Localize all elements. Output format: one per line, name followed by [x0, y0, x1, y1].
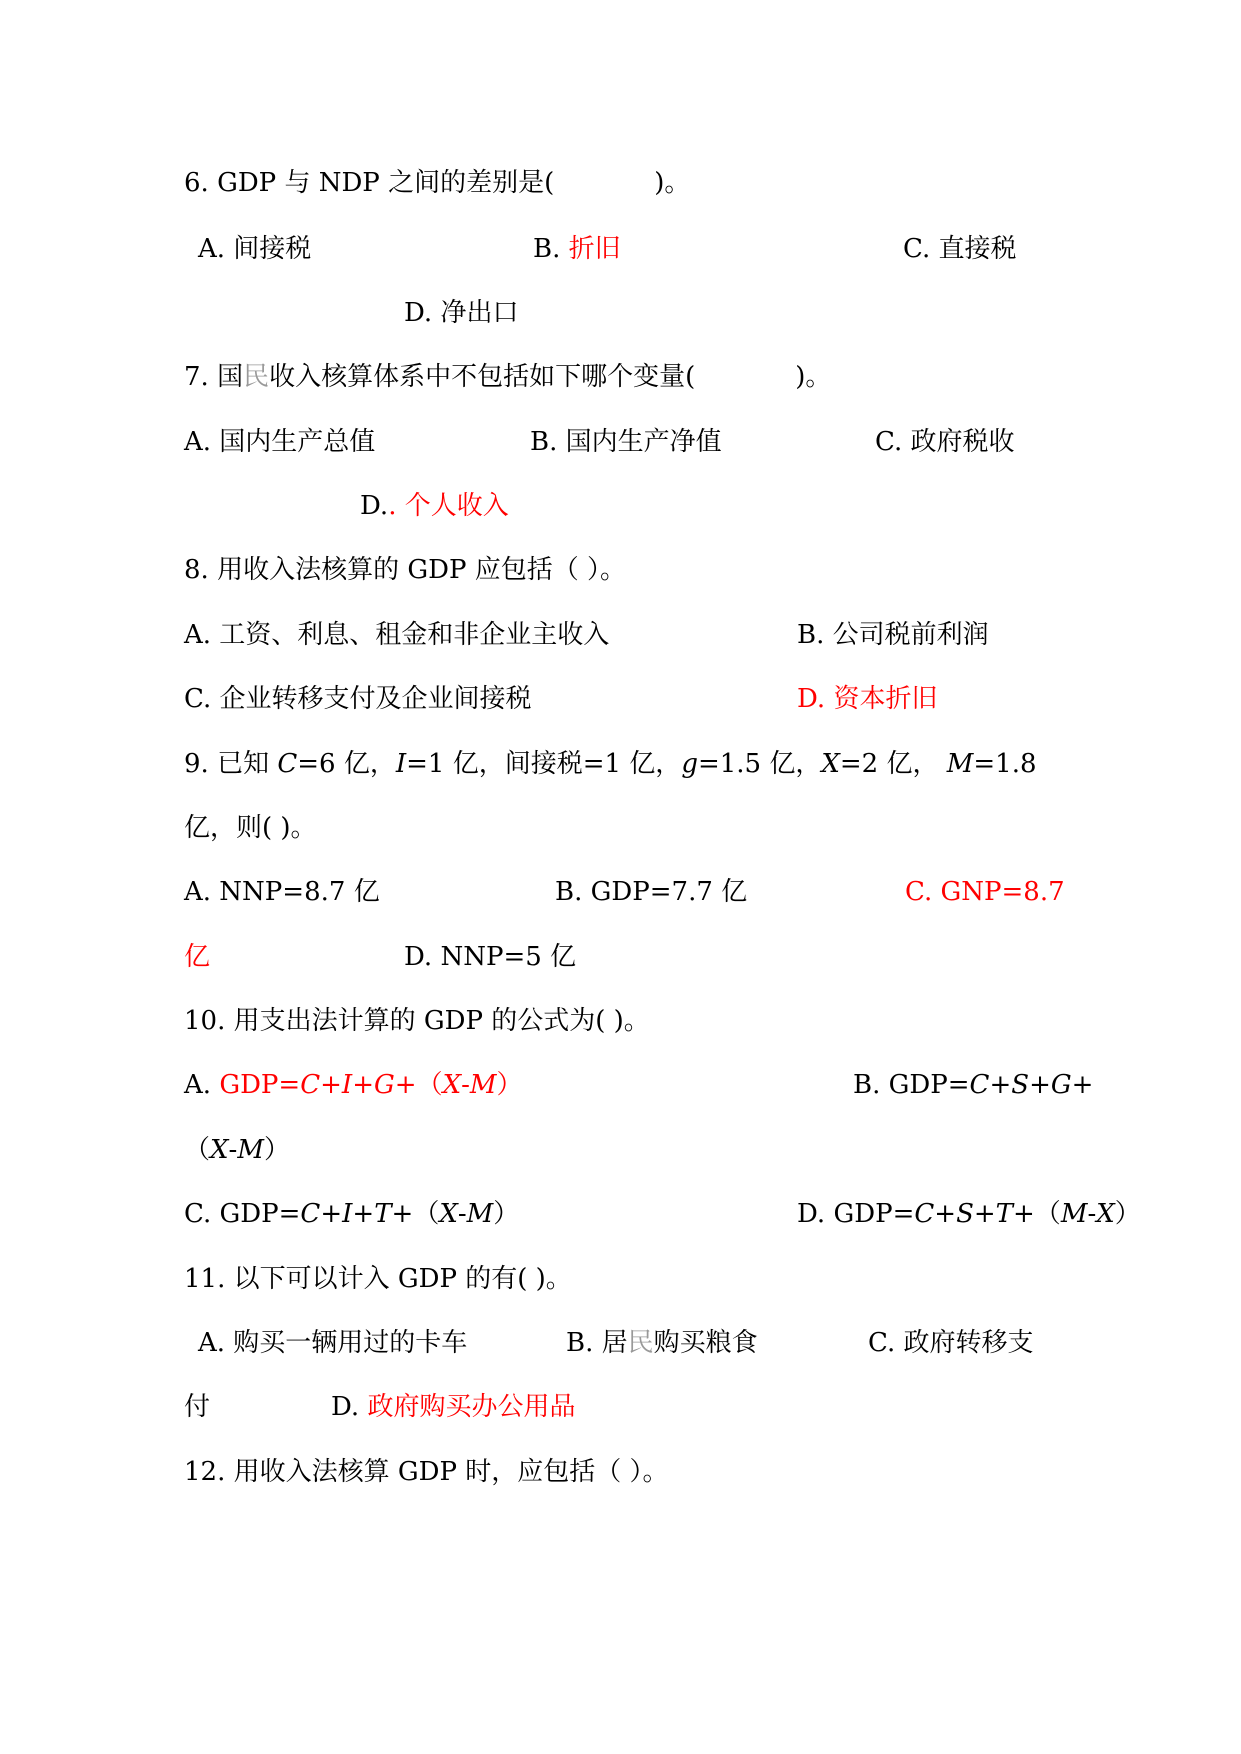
q11-option-d	[331, 1389, 575, 1425]
var-c: C	[969, 1070, 990, 1100]
q7-option-c: C. 政府税收	[875, 427, 1015, 457]
q10-option-b-label: B.	[853, 1070, 881, 1100]
q9-option-c-answer-continued: 亿	[184, 942, 211, 972]
q9-option-d: D. NNP=5 亿	[404, 942, 577, 972]
var-g: G	[374, 1070, 395, 1100]
var-g: G	[1050, 1070, 1072, 1100]
q9-stem-continued: 亿，则( )。	[184, 813, 317, 843]
formula-op: -	[1087, 1199, 1097, 1229]
q7-option-b: B. 国内生产净值	[530, 427, 722, 457]
formula-part: GDP=	[888, 1070, 970, 1100]
q6-suffix: )。	[654, 168, 691, 198]
formula-op: +	[989, 1070, 1012, 1100]
formula-part: GDP=	[219, 1070, 301, 1100]
var-m: M	[469, 1070, 497, 1100]
q12-stem: 12. 用收入法核算 GDP 时，应包括（ ）。	[184, 1457, 669, 1487]
q10-option-b	[853, 1067, 1093, 1103]
q7-option-d-answer: . 个人收入	[388, 491, 509, 521]
var-m: M	[1060, 1199, 1088, 1229]
q6-option-b-answer: 折旧	[568, 234, 621, 264]
formula-op: -	[461, 1070, 470, 1100]
formula-op: +	[352, 1070, 374, 1100]
var-c: C	[300, 1070, 321, 1100]
var-x: X	[442, 1070, 462, 1100]
q8-stem: 8. 用收入法核算的 GDP 应包括（ ）。	[184, 555, 626, 585]
formula-close: ）	[1114, 1199, 1141, 1229]
var-s: S	[956, 1199, 974, 1229]
formula-op: +（	[1013, 1199, 1061, 1229]
q10-option-a-answer	[219, 1070, 522, 1100]
var-i: I	[342, 1199, 353, 1229]
formula-part: GDP=	[219, 1199, 301, 1229]
formula-op: +	[1071, 1070, 1094, 1100]
q7-stem	[184, 359, 831, 395]
var-m: M	[237, 1135, 264, 1165]
q9-var-m: M	[946, 749, 974, 779]
var-x: X	[1096, 1199, 1115, 1229]
q6-option-b	[533, 231, 621, 267]
var-m: M	[466, 1199, 494, 1229]
formula-op: +	[973, 1199, 996, 1229]
q9-stem	[184, 746, 1037, 782]
q9-s2: =6 亿，	[297, 749, 396, 779]
q6-prefix: 6. GDP 与 NDP 之间的差别是(	[184, 168, 555, 198]
q8-option-a: A. 工资、利息、租金和非企业主收入	[184, 620, 610, 650]
var-c: C	[300, 1199, 321, 1229]
q10-option-a	[184, 1067, 523, 1103]
q10-option-c	[184, 1196, 519, 1232]
q8-option-c: C. 企业转移支付及企业间接税	[184, 684, 532, 714]
var-x: X	[439, 1199, 458, 1229]
formula-op: +（	[394, 1070, 443, 1100]
q9-option-c-answer: C. GNP=8.7	[905, 877, 1065, 907]
q10-option-d	[797, 1196, 1141, 1232]
q11-option-d-label: D.	[331, 1392, 360, 1422]
q8-option-d-answer: D. 资本折旧	[797, 684, 938, 714]
var-t: T	[995, 1199, 1014, 1229]
q9-var-i: I	[395, 749, 407, 779]
formula-op: +（	[391, 1199, 440, 1229]
q9-option-a: A. NNP=8.7 亿	[184, 877, 380, 907]
q11-b2: 购买粮食	[653, 1328, 758, 1358]
q9-s4: =1.5 亿，	[697, 749, 822, 779]
formula-op: +	[320, 1199, 343, 1229]
q7-part1: 7. 国	[184, 362, 244, 392]
q9-var-g: g	[681, 749, 698, 779]
formula-close: ）	[263, 1135, 290, 1165]
formula-op: +	[352, 1199, 375, 1229]
var-c: C	[914, 1199, 935, 1229]
q7-option-d	[360, 488, 509, 524]
q6-option-b-label: B.	[533, 234, 561, 264]
q9-s5: =2 亿，	[839, 749, 939, 779]
q9-s6: =1.8	[973, 749, 1037, 779]
q9-option-b: B. GDP=7.7 亿	[555, 877, 748, 907]
q9-s1: 9. 已知	[184, 749, 278, 779]
q6-option-d: D. 净出口	[404, 298, 519, 328]
q11-b1: B. 居	[566, 1328, 628, 1358]
var-i: I	[341, 1070, 353, 1100]
q11-option-d-answer: 政府购买办公用品	[367, 1392, 576, 1422]
q11-stem: 11. 以下可以计入 GDP 的有( )。	[184, 1264, 572, 1294]
formula-op: +	[934, 1199, 957, 1229]
formula-open: （	[184, 1135, 211, 1165]
q11-option-a: A. 购买一辆用过的卡车	[198, 1328, 468, 1358]
q6-stem	[184, 165, 690, 201]
q10-option-b-continued	[184, 1132, 290, 1168]
formula-op: -	[457, 1199, 467, 1229]
q10-option-a-label: A.	[184, 1070, 212, 1100]
q10-option-c-label: C.	[184, 1199, 212, 1229]
q9-var-c: C	[277, 749, 298, 779]
q7-suffix: )。	[795, 362, 832, 392]
q11-faded-char: 民	[627, 1328, 654, 1358]
q9-s3: =1 亿，间接税=1 亿，	[406, 749, 682, 779]
var-x: X	[210, 1135, 229, 1165]
q10-option-d-label: D.	[797, 1199, 826, 1229]
q11-option-b	[566, 1325, 758, 1361]
formula-op: +	[1029, 1070, 1051, 1100]
q6-option-c: C. 直接税	[903, 234, 1017, 264]
formula-close: ）	[496, 1070, 523, 1100]
q7-option-d-label: D.	[360, 491, 389, 521]
q6-option-a: A. 间接税	[198, 234, 312, 264]
formula-part: GDP=	[833, 1199, 915, 1229]
q7-faded-char: 民	[243, 362, 270, 392]
q11-option-c-continued: 付	[184, 1392, 211, 1422]
var-t: T	[374, 1199, 392, 1229]
q7-part2: 收入核算体系中不包括如下哪个变量(	[269, 362, 696, 392]
q11-option-c: C. 政府转移支	[868, 1328, 1034, 1358]
formula-close: ）	[493, 1199, 520, 1229]
q9-var-x: X	[821, 749, 840, 779]
var-s: S	[1011, 1070, 1030, 1100]
formula-op: -	[228, 1135, 238, 1165]
formula-op: +	[320, 1070, 342, 1100]
q10-stem: 10. 用支出法计算的 GDP 的公式为( )。	[184, 1006, 650, 1036]
q8-option-b: B. 公司税前利润	[797, 620, 989, 650]
q7-option-a: A. 国内生产总值	[184, 427, 376, 457]
